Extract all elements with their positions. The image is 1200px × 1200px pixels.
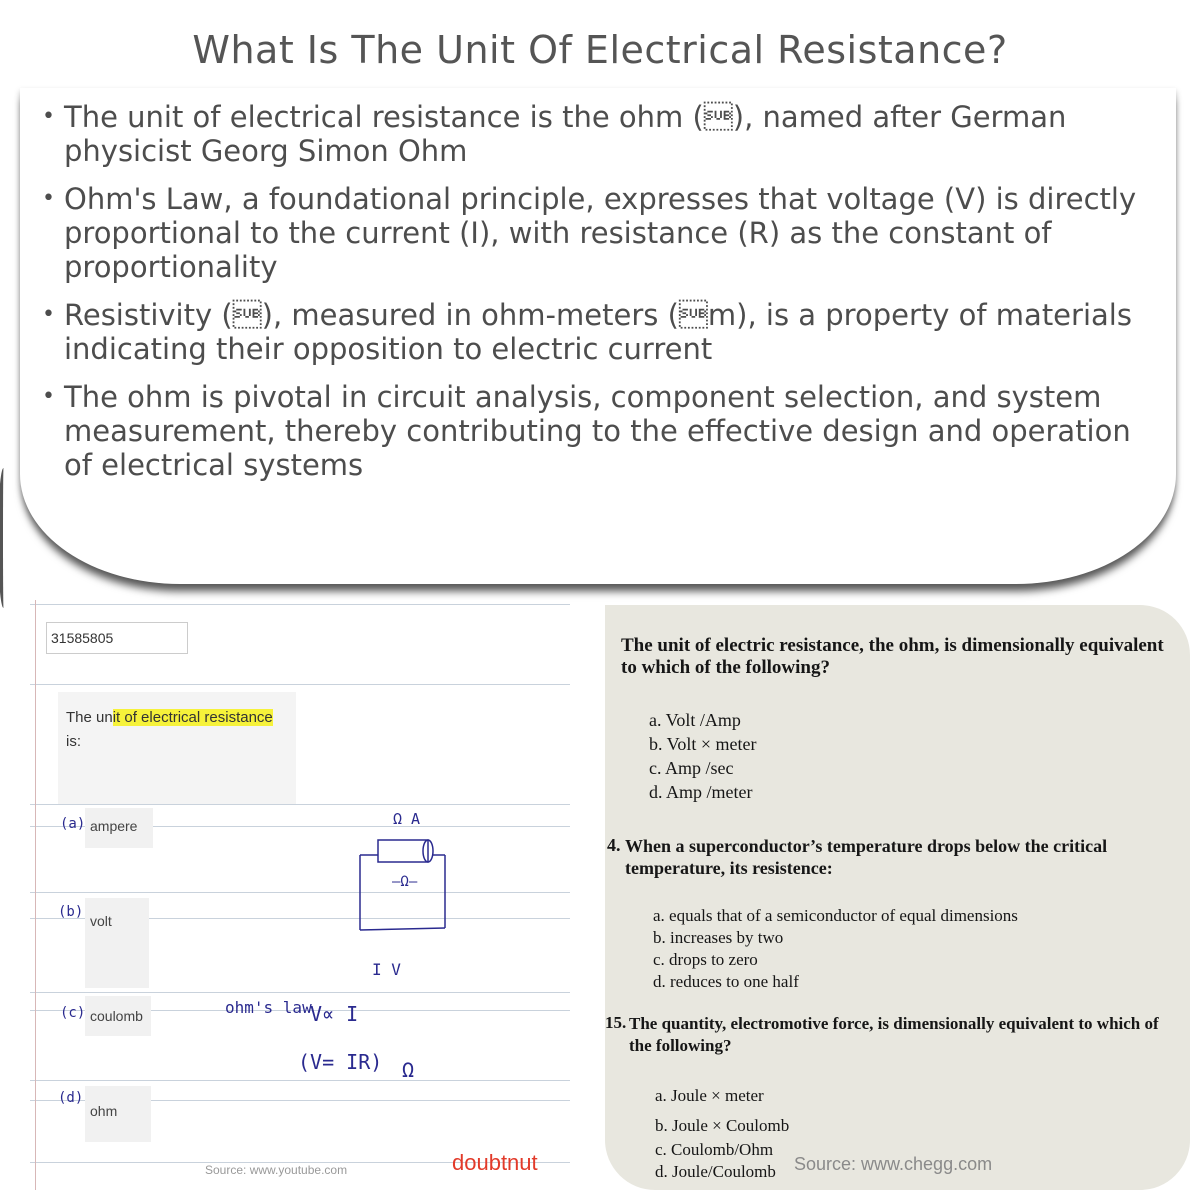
- circuit-label: Ω A: [393, 810, 421, 828]
- option-label: volt: [90, 913, 112, 929]
- option-text: a. equals that of a semiconductor of equal dimensions: [653, 906, 1018, 925]
- circuit-label: I V: [372, 960, 401, 979]
- bullet-item: • The ohm is pivotal in circuit analysis, component selection, and system measurement, thereby contributing to the effective design and operation of electrical systems: [42, 380, 1167, 482]
- question-text: The quantity, electromotive force, is dimensionally equivalent to which of the following?: [629, 1014, 1159, 1055]
- question-text: The unit of electrical resistance is:: [66, 709, 273, 750]
- handwritten-note: V∝ I: [310, 1002, 359, 1026]
- bullet-list: [42, 100, 1167, 496]
- bullet-item: • The unit of electrical resistance is the ohm (), named after German physicist Georg Simon Ohm: [42, 100, 1167, 168]
- option-text: c. Coulomb/Ohm: [655, 1140, 774, 1159]
- option-text: d. Amp /meter: [649, 782, 753, 802]
- option-text: d. Joule/Coulomb: [655, 1162, 776, 1181]
- notebook-image: [30, 600, 570, 1190]
- question-text: The unit of electric resistance, the ohm, is dimensionally equivalent to which of the following?: [621, 635, 1164, 678]
- option-label: ampere: [90, 818, 138, 834]
- option-mark: (d): [58, 1090, 84, 1106]
- question-number: 15.: [605, 1013, 627, 1032]
- option-mark: (a): [60, 816, 86, 832]
- option-text: b. Joule × Coulomb: [655, 1116, 790, 1135]
- image-source-caption: Source: www.chegg.com: [794, 1154, 993, 1174]
- circuit-label: —Ω—: [392, 874, 418, 890]
- image-source-caption: Source: www.youtube.com: [205, 1163, 348, 1177]
- question-id: 31585805: [46, 622, 188, 654]
- bullet-item: • Ohm's Law, a foundational principle, expresses that voltage (V) is directly proportional to the current (I), with resistance (R) as the constant of proportionality: [42, 182, 1167, 284]
- option-text: a. Joule × meter: [655, 1086, 764, 1105]
- option-mark: (c): [60, 1005, 86, 1021]
- handwritten-note: Ω: [402, 1058, 415, 1082]
- question-number: 4.: [607, 835, 621, 855]
- handwritten-note: (V= IR): [298, 1050, 383, 1074]
- option-label: ohm: [90, 1103, 118, 1119]
- bullet-item: • Resistivity (), measured in ohm-meters (m), is a property of materials indicating their opposition to electric current: [42, 298, 1167, 366]
- highlighted-text: it of electrical resistance: [112, 709, 273, 726]
- option-label: coulomb: [90, 1008, 143, 1024]
- exam-photo: [605, 605, 1190, 1190]
- circuit-sketch-icon: [350, 810, 470, 970]
- option-box: [85, 898, 149, 988]
- page-title: What Is The Unit Of Electrical Resistance?: [192, 28, 1008, 72]
- handwritten-note: ohm's law: [225, 998, 312, 1017]
- option-text: c. drops to zero: [653, 950, 758, 969]
- brand-logo: doubtnut: [452, 1150, 538, 1175]
- question-text: When a superconductor’s temperature drops below the critical temperature, its resistence:: [625, 836, 1108, 878]
- option-text: b. Volt × meter: [649, 734, 757, 754]
- option-text: b. increases by two: [653, 928, 784, 947]
- option-text: d. reduces to one half: [653, 972, 799, 991]
- option-text: c. Amp /sec: [649, 758, 734, 778]
- option-text: a. Volt /Amp: [649, 710, 741, 730]
- option-mark: (b): [58, 904, 84, 920]
